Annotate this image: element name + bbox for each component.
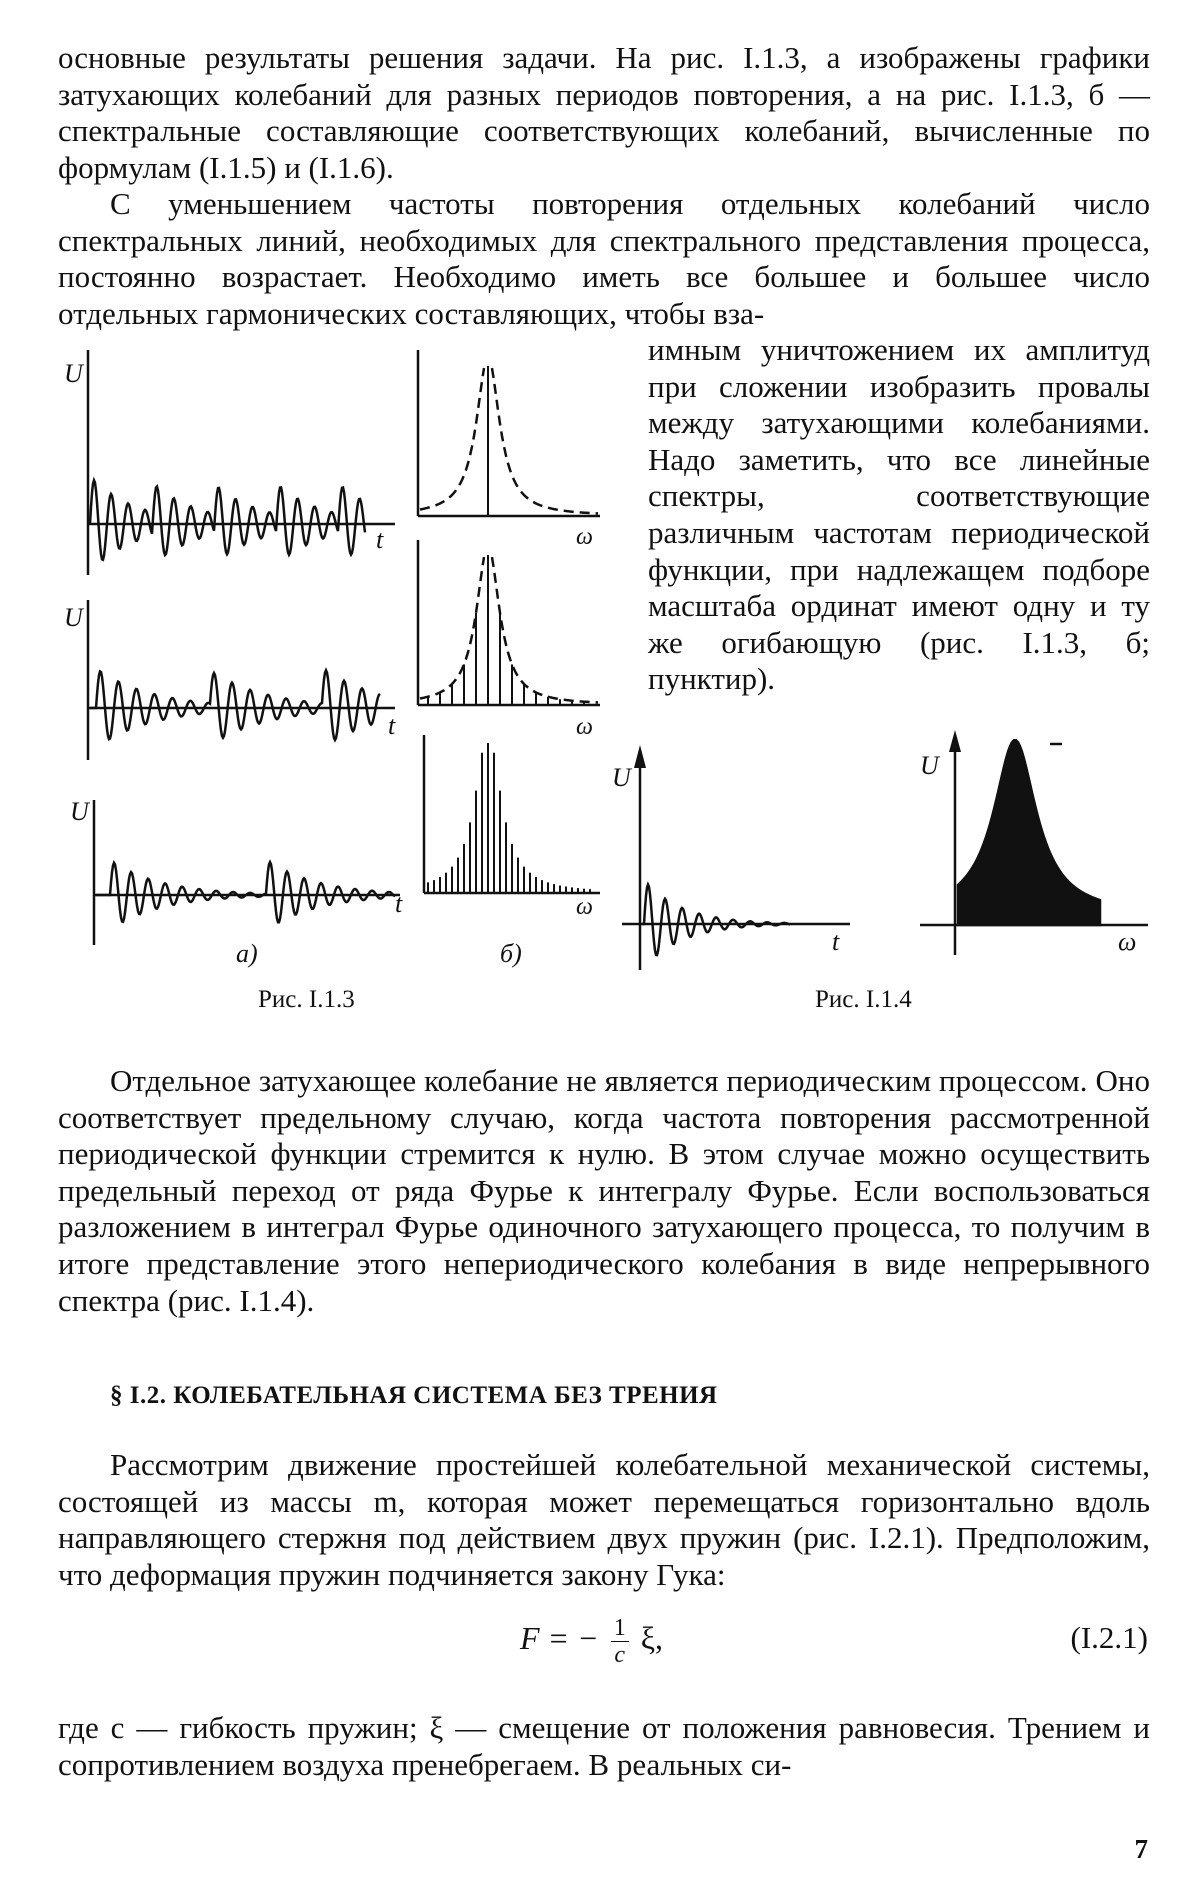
fig14-spec-label-w: ω [1118, 927, 1137, 956]
fig14-axis-u-arrow [634, 745, 646, 768]
fig13a-2-waveform [90, 670, 380, 740]
fig13b-1-label-w: ω [576, 524, 593, 550]
equation-rhs: ξ, [640, 1619, 663, 1656]
fig13b-spectrum-3 [424, 735, 600, 893]
paragraph-1: основные результаты решения задачи. На рис. I.1.3, а изображены графики затухающих колебаний для разных периодов повторения, а на рис. I.1.3, б — спектральные составляющие соответствующих колебаний, вычисленные по формулам (I.1.5) и (I.1.6). [58, 40, 1150, 185]
fig14-continuous-spectrum [958, 740, 1100, 925]
fig13b-3-spectral-lines [428, 743, 590, 893]
fig13a-plot-1 [88, 350, 395, 575]
fig13a-plot-2 [88, 600, 395, 760]
fig13b-2-spectral-lines [428, 555, 584, 705]
fig13b-2-envelope [420, 557, 598, 702]
fig13-sublabel-a: а) [236, 939, 258, 968]
fig14-spectrum-plot [920, 730, 1148, 955]
fig13-caption: Рис. I.1.3 [258, 986, 355, 1013]
section-heading: § I.2. КОЛЕБАТЕЛЬНАЯ СИСТЕМА БЕЗ ТРЕНИЯ [110, 1382, 718, 1409]
fig13a-1-label-u: U [64, 359, 83, 388]
fig13b-3-label-w: ω [576, 894, 593, 920]
fig13b-spectrum-1 [418, 350, 600, 516]
equation-denominator: c [614, 1642, 626, 1668]
fig14-label-u: U [612, 763, 631, 792]
fig14-spec-axis-u-arrow [949, 730, 961, 752]
fig13a-3-label-t: t [395, 889, 403, 918]
paragraph-4: Рассмотрим движение простейшей колебательной механической системы, состоящей из массы m, которая может перемещаться горизонтально вдоль направляющего стержня под действием двух пружин (рис. I.2.1). Предположим, что деформация пружин подчиняется закону Гука: [58, 1447, 1150, 1592]
fig13b-2-label-w: ω [576, 714, 593, 740]
equation-label: (I.2.1) [1070, 1620, 1148, 1655]
paragraph-2-continued: имным уничтожением их амплитуд при сложении изобразить провалы между затухающими колебаниями. Надо заметить, что все линейные спектры, соответствующие различным частотам периодической функции, при надлежащем подборе масштаба ординат имеют одну и ту же огибающую (рис. I.1.3, б; пунктир). [648, 332, 1150, 697]
paragraph-5: где c — гибкость пружин; ξ — смещение от положения равновесия. Трением и сопротивлением воздуха пренебрегаем. В реальных си- [58, 1710, 1150, 1782]
equation-fraction [611, 1615, 629, 1668]
fig13-sublabel-b: б) [500, 939, 522, 968]
fig13a-1-waveform [90, 480, 365, 560]
fig14-time-plot [622, 745, 850, 970]
paragraph-3: Отдельное затухающее колебание не является периодическим процессом. Оно соответствует предельному случаю, когда частота повторения рассмотренной периодической функции стремится к нулю. В этом случае можно осуществить предельный переход от ряда Фурье к интегралу Фурье. Если воспользоваться разложением в интеграл Фурье одиночного затухающего процесса, то получим в итоге представление этого непериодического колебания в виде непрерывного спектра (рис. I.1.4). [58, 1063, 1150, 1318]
paragraph-2: С уменьшением частоты повторения отдельных колебаний число спектральных линий, необходимых для спектрального представления процесса, постоянно возрастает. Необходимо иметь все большее и большее число отдельных гармонических составляющих, чтобы вза- [58, 186, 1150, 331]
fig13a-2-label-u: U [64, 603, 83, 632]
fig14-caption: Рис. I.1.4 [815, 986, 912, 1013]
fig13a-1-label-t: t [376, 525, 384, 554]
fig13a-2-label-t: t [388, 711, 396, 740]
fig13a-3-label-u: U [70, 797, 89, 826]
page-number: 7 [1134, 1834, 1148, 1864]
equation-numerator: 1 [611, 1615, 629, 1642]
fig13a-3-waveform [96, 862, 395, 922]
fig13a-plot-3 [94, 800, 400, 945]
fig13b-spectrum-2 [418, 540, 600, 705]
fig13b-1-envelope [420, 368, 598, 513]
fig14-spec-label-u: U [920, 751, 939, 780]
fig14-waveform [642, 885, 790, 956]
equation-lhs: F = − [520, 1619, 599, 1656]
equation-1-2-1 [520, 1615, 663, 1668]
fig14-label-t: t [832, 927, 840, 956]
